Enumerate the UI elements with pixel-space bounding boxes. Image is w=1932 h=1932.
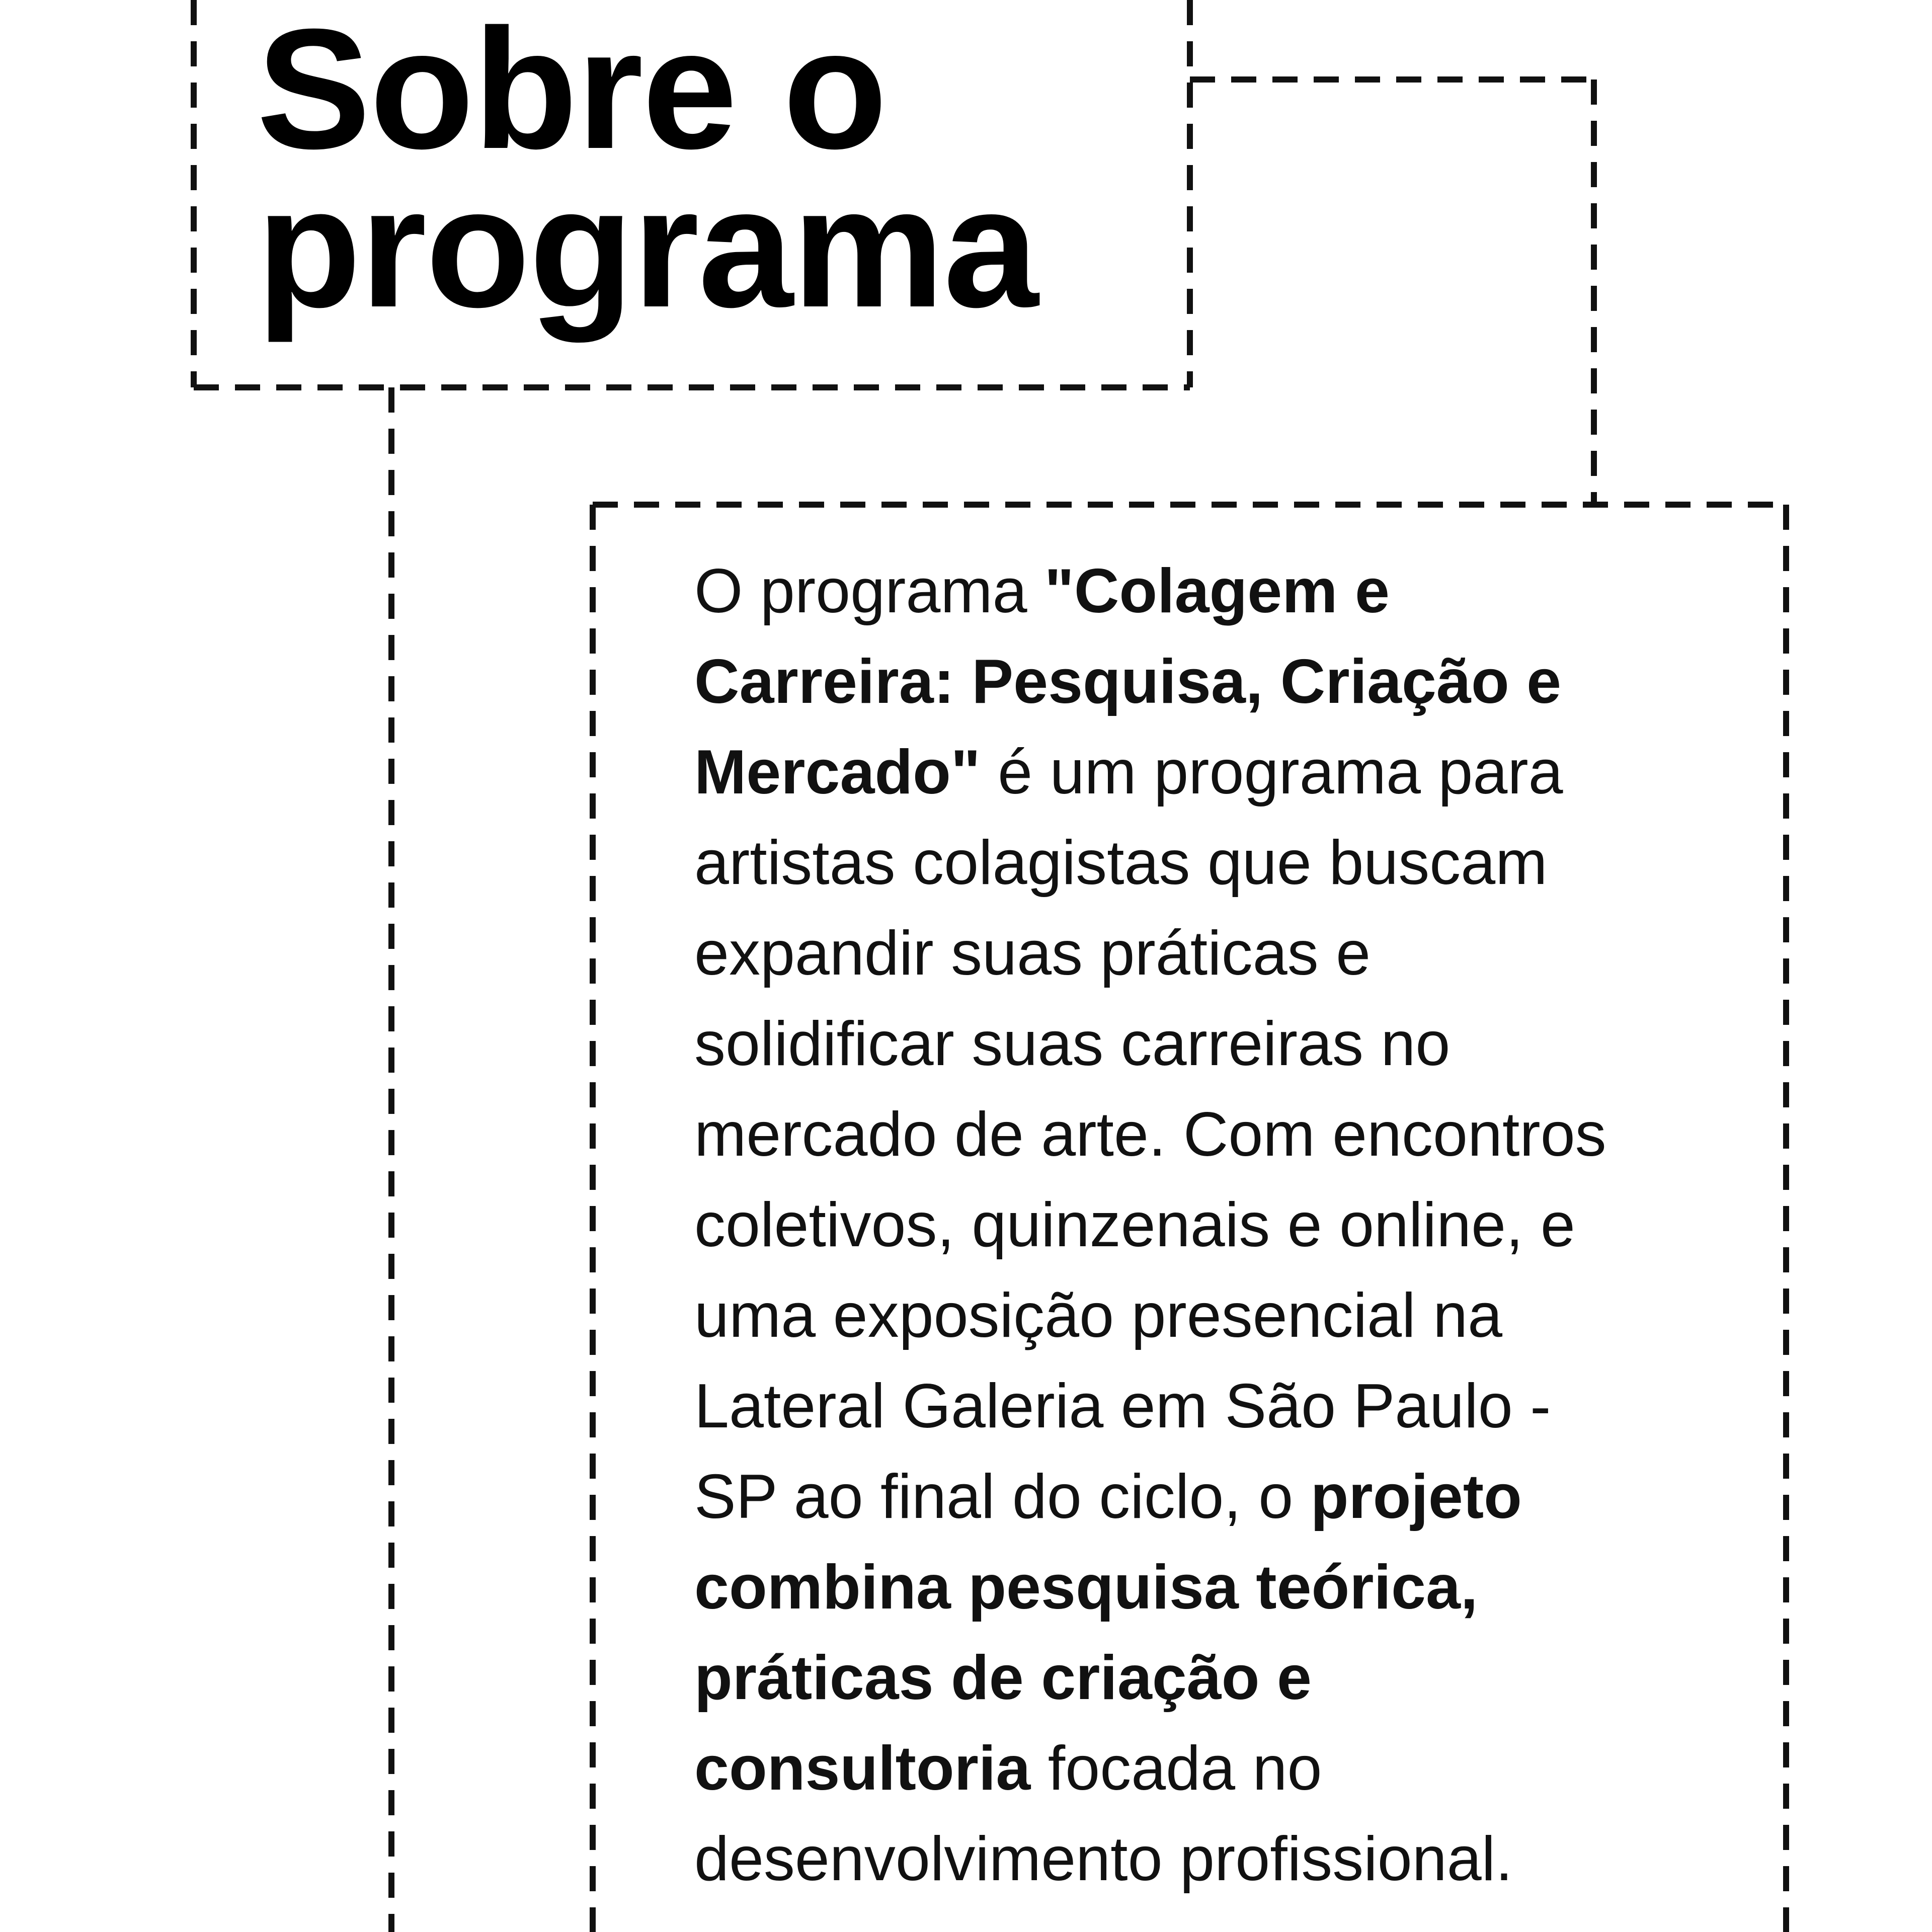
description-line: Lateral Galeria em São Paulo - xyxy=(694,1372,1551,1441)
description-line xyxy=(694,1542,1701,1633)
description-line xyxy=(694,1452,1701,1542)
description-line: mercado de arte. Com encontros xyxy=(694,1100,1606,1169)
description-text: SP ao final do ciclo, o xyxy=(694,1462,1311,1532)
description-text: O programa xyxy=(694,556,1045,626)
description-text: focada no xyxy=(1030,1734,1322,1803)
description-line: artistas colagistas que buscam xyxy=(694,828,1548,898)
program-description xyxy=(694,546,1701,1904)
description-line xyxy=(694,727,1701,818)
title-line-1: Sobre o xyxy=(257,0,887,185)
page-title xyxy=(257,0,1038,343)
description-line xyxy=(694,1723,1701,1814)
description-line: expandir suas práticas e xyxy=(694,919,1371,988)
emphasis-bold: consultoria xyxy=(694,1734,1031,1803)
emphasis-bold: projeto xyxy=(1310,1462,1522,1532)
title-line-2: programa xyxy=(257,152,1038,343)
program-name-bold: "Colagem e xyxy=(1044,556,1390,626)
description-line xyxy=(694,636,1701,727)
emphasis-bold: práticas de criação e xyxy=(694,1643,1312,1713)
program-name-bold: Carreira: Pesquisa, Criação e xyxy=(694,647,1562,716)
description-line: uma exposição presencial na xyxy=(694,1281,1503,1350)
description-line: solidificar suas carreiras no xyxy=(694,1009,1451,1079)
program-name-bold: Mercado" xyxy=(694,738,981,807)
description-line xyxy=(694,546,1701,636)
description-line xyxy=(694,1633,1701,1723)
emphasis-bold: combina pesquisa teórica, xyxy=(694,1553,1478,1622)
description-line: desenvolvimento profissional. xyxy=(694,1824,1513,1894)
description-text: é um programa para xyxy=(980,738,1563,807)
description-line: coletivos, quinzenais e online, e xyxy=(694,1190,1575,1260)
